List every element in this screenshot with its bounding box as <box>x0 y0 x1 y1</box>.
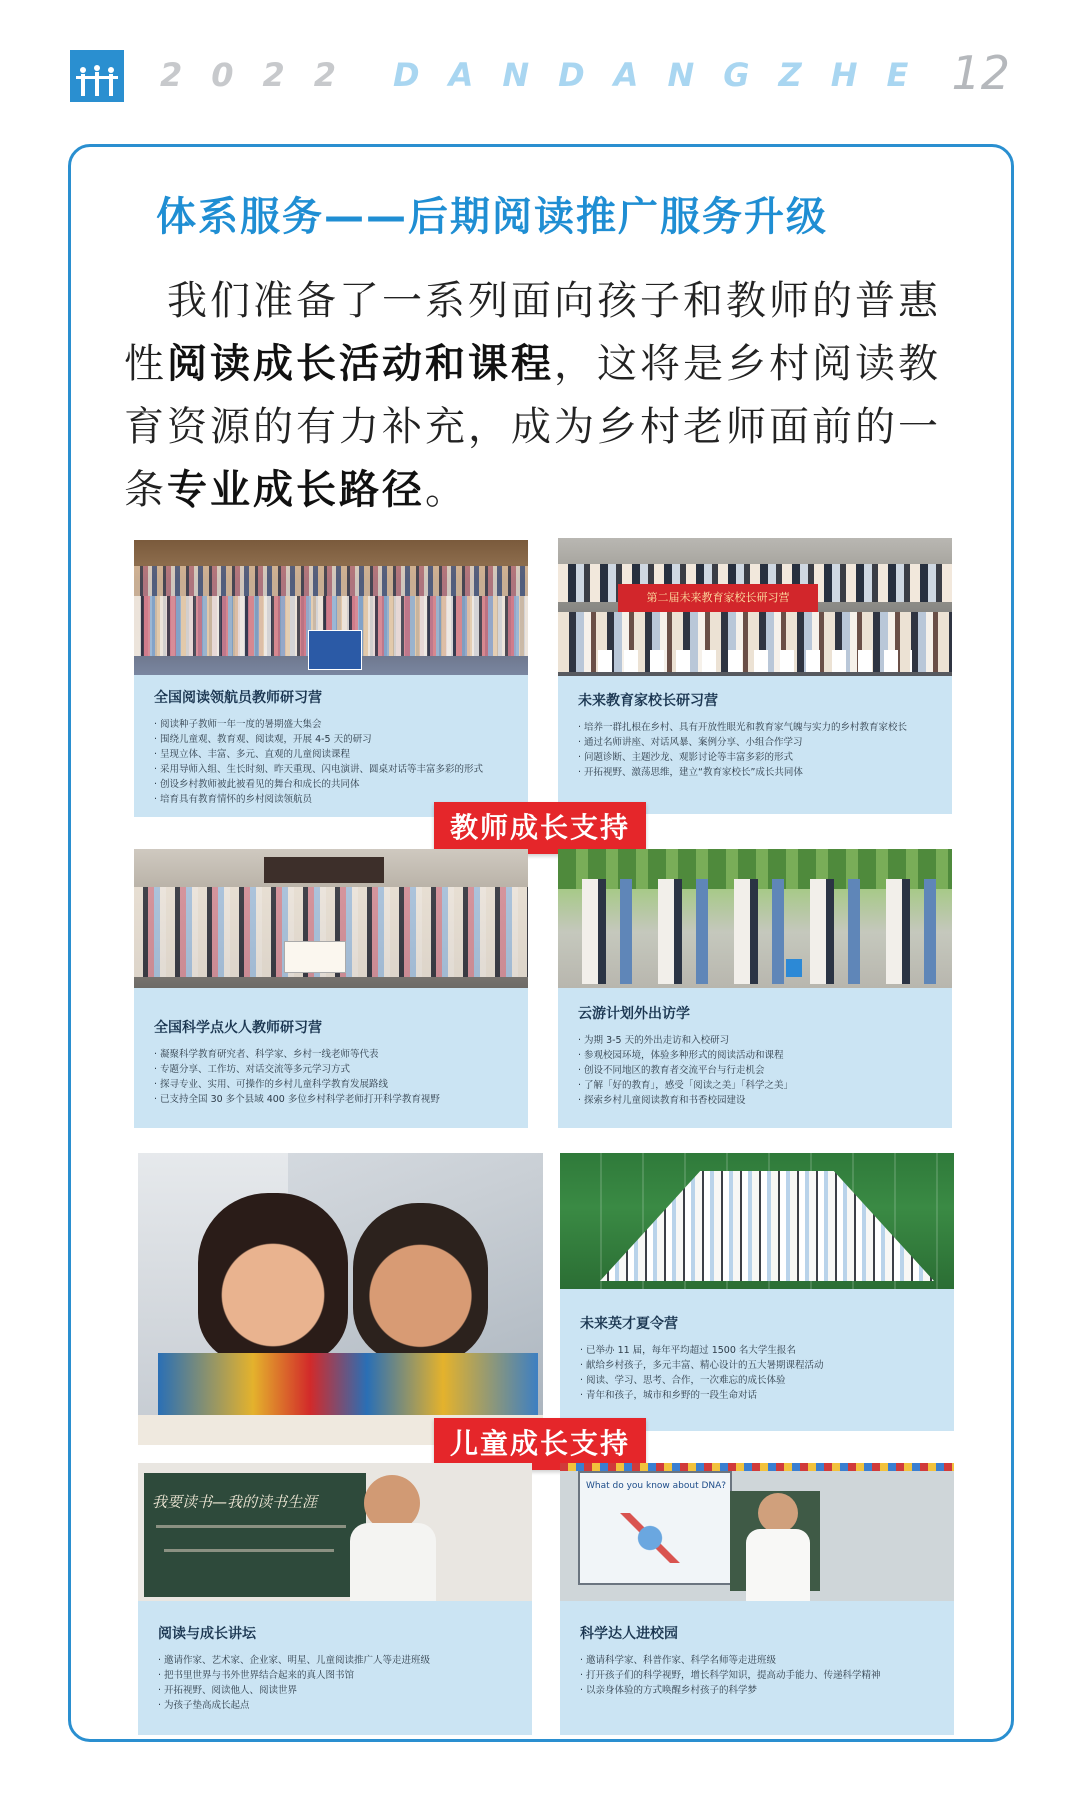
blue-bag <box>786 959 802 977</box>
list-item: · 围绕儿童观、教育观、阅读观，开展 4-5 天的研习 <box>154 732 514 747</box>
list-item: · 打开孩子们的科学视野，增长科学知识，提高动手能力、传递科学精神 <box>580 1668 940 1683</box>
list-item: · 培育具有教育情怀的乡村阅读领航员 <box>154 792 514 807</box>
intro-bold-2: 专业成长路径 <box>167 467 425 513</box>
dna-icon <box>620 1513 680 1563</box>
card-list <box>578 1033 938 1108</box>
card-title: 全国科学点火人教师研习营 <box>154 1020 322 1036</box>
brand-logo <box>70 50 124 102</box>
list-item: · 创设不同地区的教育者交流平台与行走机会 <box>578 1063 938 1078</box>
screen-display <box>264 857 384 883</box>
banner-sign <box>284 941 346 973</box>
speaker-shirt <box>350 1523 436 1601</box>
list-item: · 培养一群扎根在乡村、具有开放性眼光和教育家气魄与实力的乡村教育家校长 <box>578 720 938 735</box>
list-item: · 把书里世界与书外世界结合起来的真人图书馆 <box>158 1668 518 1683</box>
list-item: · 献给乡村孩子，多元丰富、精心设计的五大暑期课程活动 <box>580 1358 940 1373</box>
list-item: · 阅读、学习、思考、合作，一次难忘的成长体验 <box>580 1373 940 1388</box>
list-item: · 已支持全国 30 多个县域 400 多位乡村科学老师打开科学教育视野 <box>154 1092 514 1107</box>
card-list <box>578 720 938 780</box>
card-title: 阅读与成长讲坛 <box>158 1626 256 1642</box>
card-title: 科学达人进校园 <box>580 1626 678 1642</box>
photo-auditorium-crowd <box>134 540 528 675</box>
card-title: 未来英才夏令营 <box>580 1316 678 1332</box>
list-item: · 青年和孩子，城市和乡野的一段生命对话 <box>580 1388 940 1403</box>
header-year: 2022 <box>160 56 366 94</box>
header-brand: DANDANGZHE <box>393 56 938 94</box>
page-title: 体系服务——后期阅读推广服务升级 <box>156 194 828 240</box>
intro-paragraph <box>124 270 974 522</box>
list-item: · 为孩子垫高成长起点 <box>158 1698 518 1713</box>
list-item: · 为期 3-5 天的外出走访和入校研习 <box>578 1033 938 1048</box>
list-item: · 采用导师入组、生长时刻、昨天重现、闪电演讲、圆桌对话等丰富多彩的形式 <box>154 762 514 777</box>
card-summer-camp <box>560 1153 954 1431</box>
child-support-banner: 儿童成长支持 <box>434 1418 646 1470</box>
card-title: 未来教育家校长研习营 <box>578 693 718 709</box>
gift-bags <box>598 650 912 672</box>
list-item: · 专题分享、工作坊、对话交流等多元学习方式 <box>154 1062 514 1077</box>
child-girl <box>198 1193 348 1363</box>
list-item: · 创设乡村教师被此被看见的舞台和成长的共同体 <box>154 777 514 792</box>
list-item: · 探寻专业、实用、可操作的乡村儿童科学教育发展路线 <box>154 1077 514 1092</box>
intro-text-2: ，这将是乡村阅读教育资源的有力补充，成为乡村老师面前的一条 <box>124 341 941 513</box>
photo-walking-group <box>558 849 952 988</box>
card-title: 全国阅读领航员教师研习营 <box>154 690 322 706</box>
chalkboard <box>144 1473 366 1597</box>
list-item: · 邀请科学家、科普作家、科学名师等走进班级 <box>580 1653 940 1668</box>
photo-summer-camp-field <box>560 1153 954 1289</box>
card-title: 云游计划外出访学 <box>578 1006 690 1022</box>
photo-principals-group <box>558 538 952 676</box>
student-head <box>758 1493 798 1533</box>
list-item: · 探索乡村儿童阅读教育和书香校园建设 <box>578 1093 938 1108</box>
intro-text-3: 。 <box>425 467 468 513</box>
list-item: · 开拓视野、阅读他人、阅读世界 <box>158 1683 518 1698</box>
card-reading-navigator-camp <box>134 540 528 817</box>
list-item: · 通过名师讲座、对话风暴、案例分享、小组合作学习 <box>578 735 938 750</box>
figures-icon <box>74 62 120 102</box>
list-item: · 了解「好的教育」，感受「阅读之美」「科学之美」 <box>578 1078 938 1093</box>
card-list <box>154 1047 514 1107</box>
card-list <box>154 717 514 807</box>
card-science-in-school <box>560 1463 954 1735</box>
list-item: · 凝聚科学教育研究者、科学家、乡村一线老师等代表 <box>154 1047 514 1062</box>
list-item: · 开拓视野、激荡思维，建立“教育家校长”成长共同体 <box>578 765 938 780</box>
intro-bold-1: 阅读成长活动和课程 <box>167 341 554 387</box>
student-shirt <box>746 1529 810 1601</box>
photo-classroom-dna <box>560 1463 954 1601</box>
photo-smiling-children <box>138 1153 543 1445</box>
projector-screen <box>578 1471 732 1585</box>
card-cloud-tour-visit <box>558 849 952 1128</box>
card-list <box>580 1343 940 1403</box>
list-item: · 阅读种子教师一年一度的暑期盛大集会 <box>154 717 514 732</box>
child-boy <box>353 1203 488 1363</box>
intro-text-1: 我们准备了一系列面向孩子和教师的普惠性 <box>124 278 941 387</box>
card-list <box>580 1653 940 1698</box>
flag-banner <box>308 630 362 670</box>
list-item: · 以亲身体验的方式唤醒乡村孩子的科学梦 <box>580 1683 940 1698</box>
card-future-principal-camp <box>558 538 952 814</box>
page-number: 12 <box>951 46 1010 100</box>
card-list <box>158 1653 518 1713</box>
list-item: · 邀请作家、艺术家、企业家、明星、儿童阅读推广人等走进班级 <box>158 1653 518 1668</box>
list-item: · 问题诊断、主题沙龙、观影讨论等丰富多彩的形式 <box>578 750 938 765</box>
list-item: · 已举办 11 届，每年平均超过 1500 名大学生报名 <box>580 1343 940 1358</box>
photo-chalkboard-speaker <box>138 1463 532 1601</box>
card-science-igniter-camp <box>134 849 528 1128</box>
list-item: · 呈现立体、丰富、多元、直观的儿童阅读课程 <box>154 747 514 762</box>
red-banner: 第二届未来教育家校长研习营 <box>618 584 818 612</box>
teacher-support-banner: 教师成长支持 <box>434 802 646 854</box>
chalkboard-text: 我要读书—我的读书生涯 <box>152 1493 318 1511</box>
list-item: · 参观校园环境，体验多种形式的阅读活动和课程 <box>578 1048 938 1063</box>
bunting <box>560 1463 954 1471</box>
photo-science-teachers <box>134 849 528 988</box>
slide-title: What do you know about DNA? <box>586 1481 727 1491</box>
card-reading-forum <box>138 1463 532 1735</box>
